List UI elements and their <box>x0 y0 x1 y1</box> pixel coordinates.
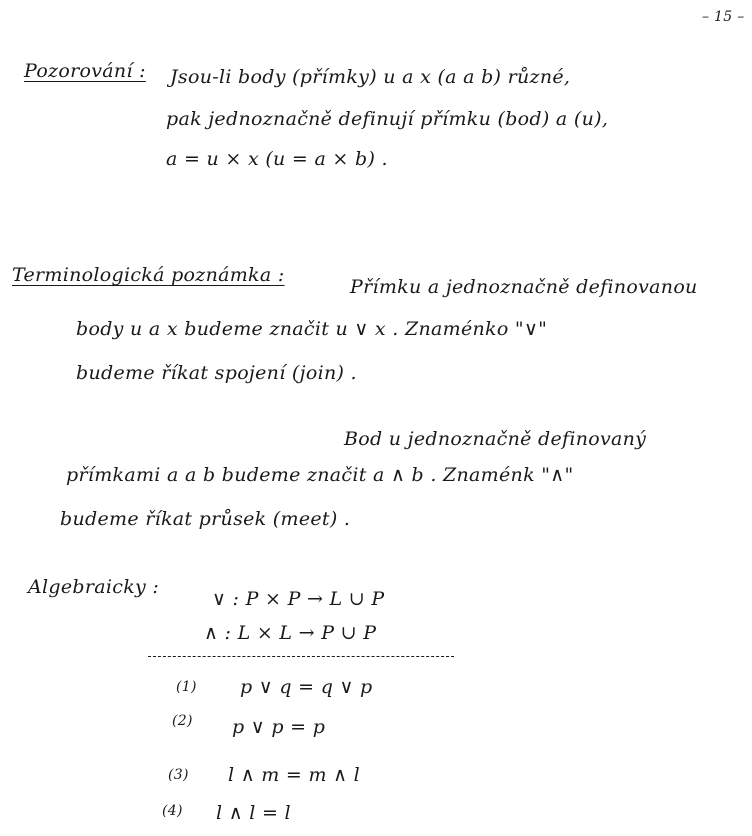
algebra-join-signature: ∨ : P × P → L ∪ P <box>212 588 385 610</box>
observation-line-3: a = u × x (u = a × b) . <box>166 148 388 170</box>
dashed-divider <box>148 656 454 657</box>
law-3-number: (3) <box>168 767 189 783</box>
law-2-formula: p ∨ p = p <box>232 716 326 738</box>
meet-line-2: přímkami a a b budeme značit a ∧ b . Znaménk "∧" <box>66 464 574 486</box>
page-number: – 15 – <box>702 9 745 25</box>
law-3-formula: l ∧ m = m ∧ l <box>228 764 361 786</box>
observation-heading: Pozorování : <box>24 60 146 82</box>
law-1-number: (1) <box>176 679 197 695</box>
law-4-formula: l ∧ l = l <box>216 802 291 824</box>
terminology-line-2: body u a x budeme značit u ∨ x . Znaménko "∨" <box>76 318 548 340</box>
algebra-heading: Algebraicky : <box>28 576 160 598</box>
observation-line-1: Jsou-li body (přímky) u a x (a a b) různé, <box>170 66 571 88</box>
meet-line-1: Bod u jednoznačně definovaný <box>344 428 647 450</box>
law-2-number: (2) <box>172 713 193 729</box>
algebra-meet-signature: ∧ : L × L → P ∪ P <box>204 622 377 644</box>
terminology-line-3: budeme říkat spojení (join) . <box>76 362 357 384</box>
meet-line-3: budeme říkat průsek (meet) . <box>60 508 351 530</box>
observation-line-2: pak jednoznačně definují přímku (bod) a (u), <box>166 108 609 130</box>
terminology-line-1: Přímku a jednoznačně definovanou <box>350 276 698 298</box>
law-4-number: (4) <box>162 803 183 819</box>
law-1-formula: p ∨ q = q ∨ p <box>240 676 373 698</box>
terminology-heading: Terminologická poznámka : <box>12 264 285 286</box>
